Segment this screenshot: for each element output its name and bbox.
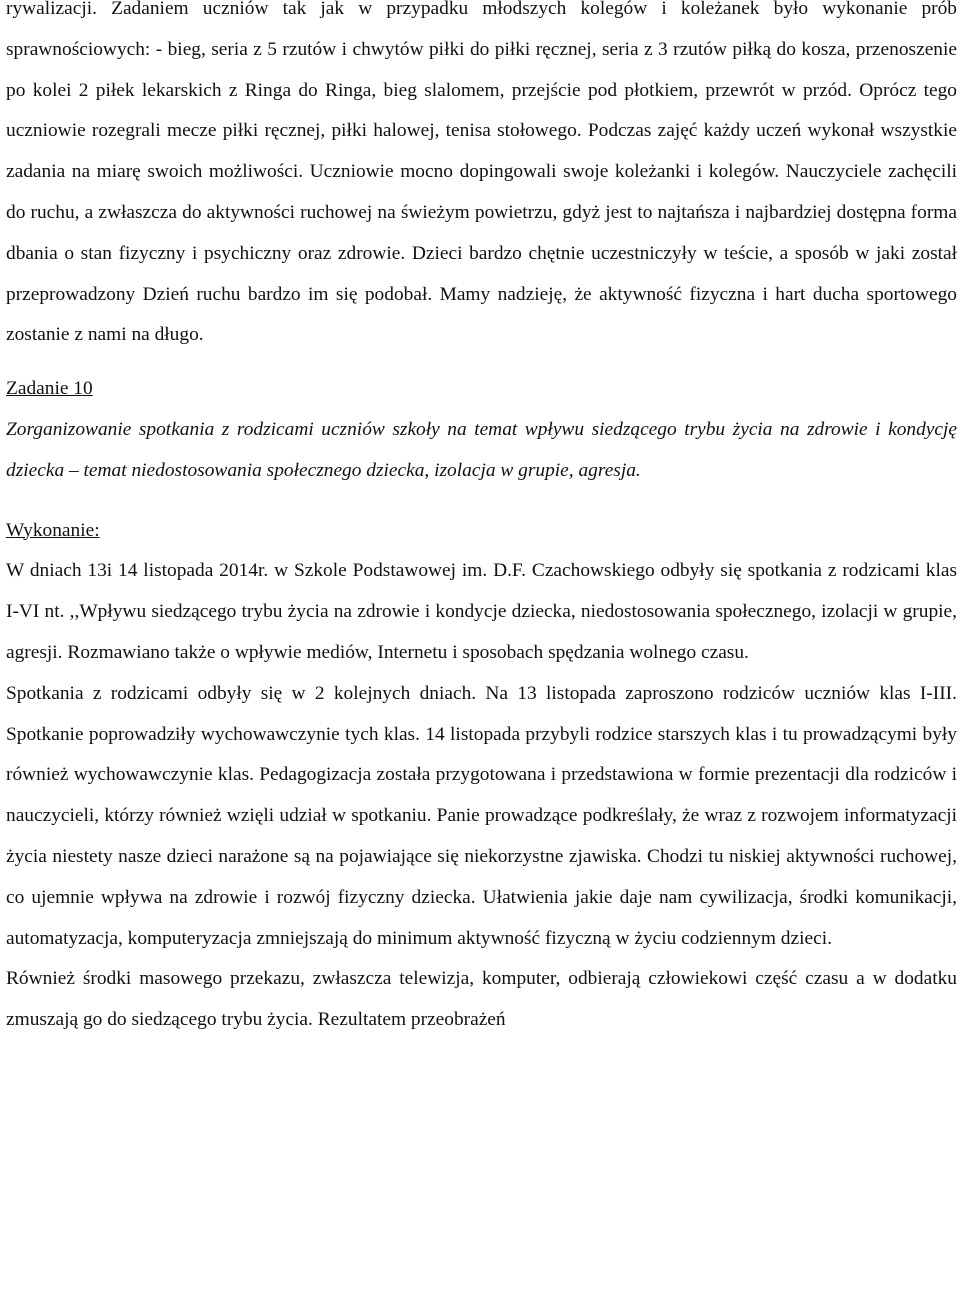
document-page xyxy=(6,0,957,1041)
spacer xyxy=(6,356,957,369)
spacer xyxy=(6,492,957,511)
paragraph-meetings-details: Spotkania z rodzicami odbyły się w 2 kolejnych dniach. Na 13 listopada zaproszono rodziców uczniów klas I-III. Spotkanie poprowadziły wychowawczynie tych klas. 14 listopada przybyli rodzice starszych klas i tu prowadzącymi były również wychowawczynie klas. Pedagogizacja została przygotowana i przedstawiona w formie prezentacji dla rodziców i nauczycieli, którzy również wzięli udział w spotkaniu. Panie prowadzące podkreślały, że wraz z rozwojem informatyzacji życia niestety nasze dzieci narażone są na pojawiające się niekorzystne zjawiska. Chodzi tu niskiej aktywności ruchowej, co ujemnie wpływa na zdrowie i rozwój fizyczny dziecka. Ułatwienia jakie daje nam cywilizacja, środki komunikacji, automatyzacja, komputeryzacja zmniejszają do minimum aktywność fizyczną w życiu codziennym dzieci. xyxy=(6,682,957,949)
paragraph-meetings-dates: W dniach 13i 14 listopada 2014r. w Szkole Podstawowej im. D.F. Czachowskiego odbyły się spotkania z rodzicami klas I-VI nt. ,,Wpływu siedzącego trybu życia na zdrowie i kondycje dziecka, niedostosowania społecznego, izolacji w grupie, agresji. Rozmawiano także o wpływie mediów, Internetu i sposobach spędzania wolnego czasu. xyxy=(6,560,957,663)
execution-heading: Wykonanie: xyxy=(6,519,100,541)
paragraph-media: Również środki masowego przekazu, zwłaszcza telewizja, komputer, odbierają człowiekowi część czasu a w dodatku zmuszają go do siedzącego trybu życia. Rezultatem przeobrażeń xyxy=(6,968,957,1031)
task-heading: Zadanie 10 xyxy=(6,378,93,400)
paragraph-sports-tests: rywalizacji. Zadaniem uczniów tak jak w przypadku młodszych kolegów i koleżanek było wykonanie prób sprawnościowych: - bieg, seria z 5 rzutów i chwytów piłki do piłki ręcznej, seria z 3 rzutów piłką do kosza, przenoszenie po kolei 2 piłek lekarskich z Ringa do Ringa, bieg slalomem, przejście pod płotkiem, przewrót w przód. Oprócz tego uczniowie rozegrali mecze piłki ręcznej, piłki halowej, tenisa stołowego. Podczas zajęć każdy uczeń wykonał wszystkie zadania na miarę swoich możliwości. Uczniowie mocno dopingowali swoje koleżanki i kolegów. Nauczyciele zachęcili do ruchu, a zwłaszcza do aktywności ruchowej na świeżym powietrzu, gdyż jest to najtańsza i najbardziej dostępna forma dbania o stan fizyczny i psychiczny oraz zdrowie. Dzieci bardzo chętnie uczestniczyły w teście, a sposób w jaki został przeprowadzony Dzień ruchu bardzo im się podobał. Mamy nadzieję, że aktywność fizyczna i hart ducha sportowego zostanie z nami na długo. xyxy=(6,0,957,346)
task-title: Zorganizowanie spotkania z rodzicami uczniów szkoły na temat wpływu siedzącego trybu życia na zdrowie i kondycję dziecka – temat niedostosowania społecznego dziecka, izolacja w grupie, agresja. xyxy=(6,418,957,481)
